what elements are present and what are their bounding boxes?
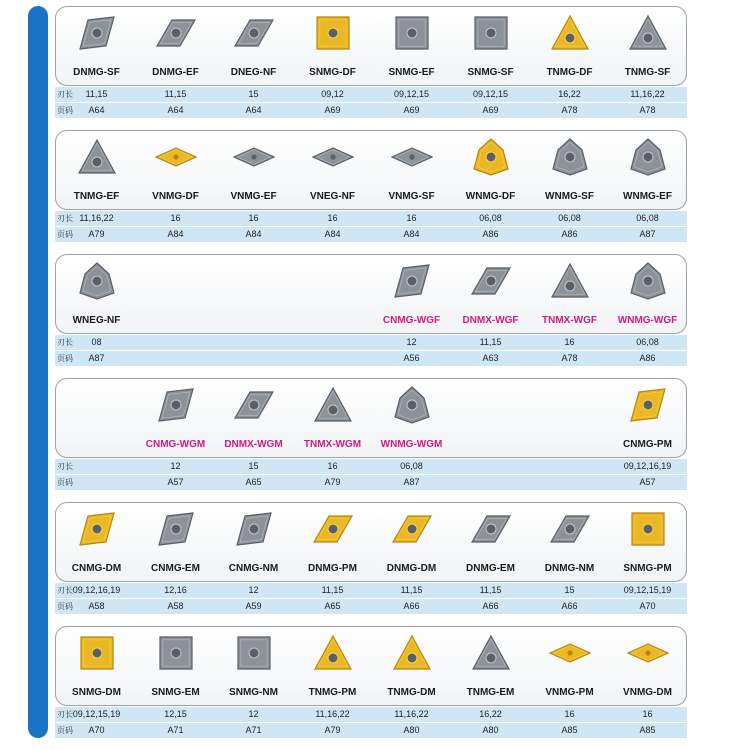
- page-value: A86: [561, 229, 578, 239]
- page-value: A84: [167, 229, 184, 239]
- edge-length-value: 16,22: [479, 709, 502, 719]
- insert-item[interactable]: [608, 254, 687, 367]
- insert-item[interactable]: [608, 502, 687, 615]
- insert-code: TNMX-WGM: [303, 439, 362, 450]
- page-value: A66: [403, 601, 420, 611]
- page-value: A66: [482, 601, 499, 611]
- insert-code: CNMG-NM: [228, 563, 279, 574]
- rhombus-80-insert-icon: [76, 12, 118, 54]
- insert-panel: [55, 130, 687, 243]
- insert-panel: [55, 626, 687, 739]
- edge-length-label: 刃长: [57, 214, 73, 223]
- page-value: A84: [245, 229, 262, 239]
- page-value: A56: [403, 353, 420, 363]
- page-value: A59: [245, 601, 262, 611]
- edge-length-label: 刃长: [57, 586, 73, 595]
- insert-item[interactable]: [451, 626, 530, 739]
- edge-length-value: 11,16,22: [394, 709, 429, 719]
- edge-length-value: 12: [248, 709, 259, 719]
- insert-code: DNMG-NM: [544, 563, 595, 574]
- insert-item[interactable]: [608, 378, 687, 491]
- page-value: A63: [482, 353, 499, 363]
- edge-length-value: 16: [642, 709, 653, 719]
- triangle-insert-icon: [312, 384, 354, 426]
- edge-length-value: 12,16: [164, 585, 187, 595]
- rhombus-35-insert-icon: [627, 632, 669, 674]
- insert-code: WNMG-EF: [623, 191, 672, 202]
- trigon-insert-icon: [76, 260, 118, 302]
- insert-item[interactable]: [57, 502, 136, 615]
- rhombus-55-insert-icon: [155, 12, 197, 54]
- insert-code: TNMG-EM: [466, 687, 515, 698]
- trigon-insert-icon: [391, 384, 433, 426]
- insert-code: TNMG-EF: [73, 191, 120, 202]
- insert-code: WNMG-WGM: [380, 439, 443, 450]
- insert-code: DNEG-NF: [230, 67, 277, 78]
- insert-item[interactable]: [530, 254, 609, 367]
- page-value: A71: [167, 725, 184, 735]
- square-insert-icon: [233, 632, 275, 674]
- edge-length-value: 09,12,15: [393, 89, 430, 99]
- edge-length-value: 06,08: [636, 337, 659, 347]
- rhombus-80-insert-icon: [627, 384, 669, 426]
- triangle-insert-icon: [549, 260, 591, 302]
- edge-length-value: 06,08: [636, 213, 659, 223]
- rhombus-80-insert-icon: [76, 508, 118, 550]
- trigon-insert-icon: [549, 136, 591, 178]
- edge-length-value: 12,15: [164, 709, 187, 719]
- edge-length-value: 12: [170, 461, 181, 471]
- insert-panel: [55, 502, 687, 615]
- insert-item[interactable]: [372, 6, 451, 119]
- page-label: 页码: [57, 230, 73, 239]
- insert-code: DNMX-WGF: [462, 315, 519, 326]
- edge-length-value: 11,15: [479, 337, 502, 347]
- page-value: A70: [88, 725, 105, 735]
- edge-length-value: 06,08: [479, 213, 502, 223]
- edge-length-value: 16: [564, 337, 575, 347]
- blue-sidebar-bar: [28, 6, 48, 738]
- page-label: 页码: [57, 602, 73, 611]
- trigon-insert-icon: [627, 260, 669, 302]
- insert-code: SNMG-NM: [229, 687, 278, 698]
- page-value: A87: [639, 229, 656, 239]
- edge-length-value: 11,16,22: [79, 213, 114, 223]
- page-value: A65: [324, 601, 341, 611]
- page-value: A64: [88, 105, 105, 115]
- insert-code: CNMG-PM: [623, 439, 672, 450]
- page-value: A66: [561, 601, 578, 611]
- insert-item[interactable]: [136, 6, 215, 119]
- page-value: A86: [482, 229, 499, 239]
- triangle-insert-icon: [470, 632, 512, 674]
- rhombus-35-insert-icon: [233, 136, 275, 178]
- edge-length-value: 15: [564, 585, 575, 595]
- insert-item[interactable]: [136, 378, 215, 491]
- page-value: A79: [324, 477, 341, 487]
- insert-item[interactable]: [136, 130, 215, 243]
- insert-code: SNMG-EM: [151, 687, 200, 698]
- edge-length-value: 06,08: [558, 213, 581, 223]
- insert-item[interactable]: [214, 502, 293, 615]
- page-value: A57: [639, 477, 656, 487]
- insert-code: TNMX-WGF: [542, 315, 597, 326]
- insert-code: TNMG-DF: [546, 67, 593, 78]
- trigon-insert-icon: [627, 136, 669, 178]
- page-value: A69: [324, 105, 341, 115]
- page-value: A58: [88, 601, 105, 611]
- insert-code: SNMG-SF: [467, 67, 514, 78]
- rhombus-35-insert-icon: [391, 136, 433, 178]
- insert-item[interactable]: [530, 6, 609, 119]
- triangle-insert-icon: [76, 136, 118, 178]
- rhombus-80-insert-icon: [155, 384, 197, 426]
- trigon-insert-icon: [470, 136, 512, 178]
- edge-length-value: 11,15: [321, 585, 344, 595]
- insert-item[interactable]: [372, 378, 451, 491]
- square-insert-icon: [312, 12, 354, 54]
- edge-length-value: 11,15: [164, 89, 187, 99]
- edge-length-value: 11,15: [85, 89, 108, 99]
- insert-item[interactable]: [214, 130, 293, 243]
- page-value: A79: [88, 229, 105, 239]
- insert-item[interactable]: [57, 254, 136, 367]
- page-value: A84: [403, 229, 420, 239]
- edge-length-value: 16: [248, 213, 259, 223]
- edge-length-value: 16: [170, 213, 181, 223]
- insert-item[interactable]: [608, 626, 687, 739]
- insert-item[interactable]: [214, 626, 293, 739]
- triangle-insert-icon: [627, 12, 669, 54]
- rhombus-55-insert-icon: [549, 508, 591, 550]
- insert-code: WNMG-WGF: [617, 315, 678, 326]
- insert-item[interactable]: [57, 6, 136, 119]
- insert-item[interactable]: [451, 6, 530, 119]
- insert-panel: [55, 6, 687, 119]
- edge-length-label: 刃长: [57, 710, 73, 719]
- rhombus-80-insert-icon: [391, 260, 433, 302]
- insert-item[interactable]: [451, 130, 530, 243]
- page-value: A80: [482, 725, 499, 735]
- square-insert-icon: [155, 632, 197, 674]
- edge-length-label: 刃长: [57, 338, 73, 347]
- edge-length-value: 06,08: [400, 461, 423, 471]
- insert-code: DNMG-EM: [466, 563, 515, 574]
- edge-length-value: 11,16,22: [630, 89, 665, 99]
- page-value: A57: [167, 477, 184, 487]
- insert-code: VNMG-DF: [152, 191, 199, 202]
- edge-length-value: 08: [91, 337, 102, 347]
- insert-item[interactable]: [57, 130, 136, 243]
- insert-item[interactable]: [57, 626, 136, 739]
- page-value: A78: [639, 105, 656, 115]
- edge-length-value: 16,22: [558, 89, 581, 99]
- insert-item[interactable]: [372, 502, 451, 615]
- insert-item[interactable]: [293, 502, 372, 615]
- rhombus-55-insert-icon: [233, 12, 275, 54]
- square-insert-icon: [76, 632, 118, 674]
- page-value: A70: [639, 601, 656, 611]
- insert-code: CNMG-EM: [151, 563, 200, 574]
- page-label: 页码: [57, 478, 73, 487]
- insert-code: DNMG-DM: [386, 563, 437, 574]
- edge-length-value: 12: [248, 585, 259, 595]
- page-value: A64: [167, 105, 184, 115]
- insert-code: VNMG-EF: [230, 191, 277, 202]
- rhombus-35-insert-icon: [549, 632, 591, 674]
- insert-code: WNMG-SF: [545, 191, 594, 202]
- insert-item[interactable]: [530, 130, 609, 243]
- insert-item[interactable]: [136, 502, 215, 615]
- insert-code: VNEG-NF: [310, 191, 355, 202]
- page-value: A64: [245, 105, 262, 115]
- edge-length-value: 09,12,15: [472, 89, 509, 99]
- insert-code: WNEG-NF: [72, 315, 121, 326]
- insert-code: WNMG-DF: [465, 191, 516, 202]
- insert-code: TNMG-PM: [308, 687, 357, 698]
- insert-code: SNMG-EF: [388, 67, 435, 78]
- insert-code: DNMX-WGM: [224, 439, 283, 450]
- edge-length-value: 09,12,16,19: [72, 585, 121, 595]
- page-value: A69: [482, 105, 499, 115]
- insert-code: CNMG-DM: [71, 563, 122, 574]
- page-value: A69: [403, 105, 420, 115]
- edge-length-value: 09,12,15,19: [623, 585, 672, 595]
- insert-code: CNMG-WGM: [145, 439, 206, 450]
- edge-length-value: 15: [248, 89, 259, 99]
- insert-code: DNMG-SF: [73, 67, 120, 78]
- rhombus-55-insert-icon: [470, 260, 512, 302]
- page-value: A85: [561, 725, 578, 735]
- page-value: A71: [245, 725, 262, 735]
- insert-code: VNMG-DM: [623, 687, 672, 698]
- edge-length-label: 刃长: [57, 462, 73, 471]
- page-value: A84: [324, 229, 341, 239]
- edge-length-value: 11,16,22: [315, 709, 350, 719]
- insert-item[interactable]: [293, 130, 372, 243]
- page-value: A86: [639, 353, 656, 363]
- page-value: A87: [88, 353, 105, 363]
- insert-code: SNMG-DM: [72, 687, 121, 698]
- rhombus-55-insert-icon: [391, 508, 433, 550]
- triangle-insert-icon: [391, 632, 433, 674]
- page-value: A85: [639, 725, 656, 735]
- rhombus-55-insert-icon: [233, 384, 275, 426]
- insert-panel: [55, 378, 687, 491]
- page-label: 页码: [57, 354, 73, 363]
- insert-code: SNMG-DF: [309, 67, 356, 78]
- insert-item[interactable]: [372, 130, 451, 243]
- edge-length-value: 16: [327, 461, 338, 471]
- page-label: 页码: [57, 726, 73, 735]
- edge-length-value: 16: [406, 213, 417, 223]
- page-value: A78: [561, 353, 578, 363]
- edge-length-value: 12: [406, 337, 417, 347]
- edge-length-label: 刃长: [57, 90, 73, 99]
- insert-code: TNMG-DM: [387, 687, 436, 698]
- insert-item[interactable]: [214, 378, 293, 491]
- insert-item[interactable]: [136, 626, 215, 739]
- page-value: A78: [561, 105, 578, 115]
- insert-item[interactable]: [293, 378, 372, 491]
- edge-length-value: 09,12: [321, 89, 344, 99]
- page-value: A80: [403, 725, 420, 735]
- edge-length-value: 09,12,16,19: [623, 461, 672, 471]
- square-insert-icon: [470, 12, 512, 54]
- page-value: A65: [245, 477, 262, 487]
- insert-code: TNMG-SF: [624, 67, 671, 78]
- insert-item[interactable]: [293, 6, 372, 119]
- insert-code: SNMG-PM: [623, 563, 672, 574]
- rhombus-35-insert-icon: [312, 136, 354, 178]
- page-value: A58: [167, 601, 184, 611]
- page-value: A87: [403, 477, 420, 487]
- rhombus-80-insert-icon: [233, 508, 275, 550]
- square-insert-icon: [627, 508, 669, 550]
- page-value: A79: [324, 725, 341, 735]
- rhombus-80-insert-icon: [155, 508, 197, 550]
- insert-item[interactable]: [372, 254, 451, 367]
- insert-code: VNMG-SF: [388, 191, 435, 202]
- insert-panel: [55, 254, 687, 367]
- edge-length-value: 11,15: [479, 585, 502, 595]
- square-insert-icon: [391, 12, 433, 54]
- page-label: 页码: [57, 106, 73, 115]
- rhombus-55-insert-icon: [470, 508, 512, 550]
- insert-item[interactable]: [608, 130, 687, 243]
- edge-length-value: 11,15: [400, 585, 423, 595]
- insert-item[interactable]: [530, 626, 609, 739]
- edge-length-value: 15: [248, 461, 259, 471]
- triangle-insert-icon: [312, 632, 354, 674]
- insert-item[interactable]: [293, 626, 372, 739]
- insert-item[interactable]: [451, 254, 530, 367]
- rhombus-55-insert-icon: [312, 508, 354, 550]
- edge-length-value: 16: [564, 709, 575, 719]
- insert-item[interactable]: [530, 502, 609, 615]
- insert-item[interactable]: [214, 6, 293, 119]
- edge-length-value: 09,12,15,19: [72, 709, 121, 719]
- edge-length-value: 16: [327, 213, 338, 223]
- insert-item[interactable]: [451, 502, 530, 615]
- insert-code: VNMG-PM: [545, 687, 594, 698]
- rhombus-35-insert-icon: [155, 136, 197, 178]
- insert-code: DNMG-PM: [308, 563, 357, 574]
- triangle-insert-icon: [549, 12, 591, 54]
- insert-item[interactable]: [608, 6, 687, 119]
- insert-code: DNMG-EF: [152, 67, 199, 78]
- insert-code: CNMG-WGF: [382, 315, 441, 326]
- insert-item[interactable]: [372, 626, 451, 739]
